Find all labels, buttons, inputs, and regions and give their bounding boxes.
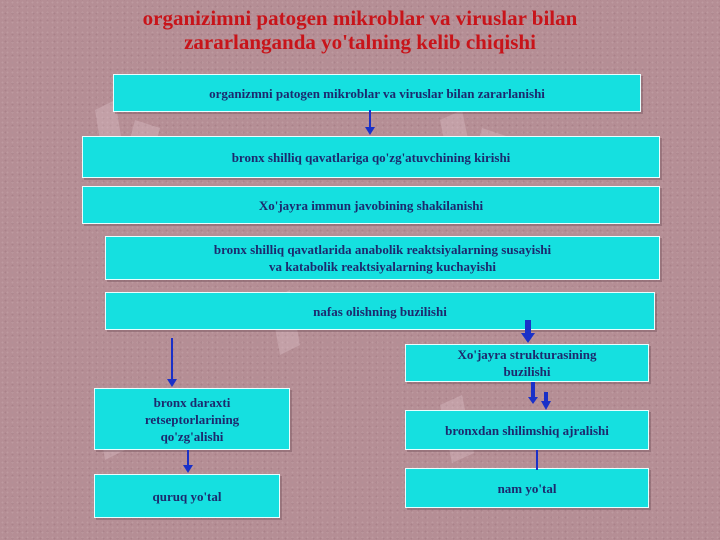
box-receptor-irritation-label-2: retseptorlarining	[144, 411, 240, 427]
box-pathogen-entry-label: bronx shilliq qavatlariga qo'zg'atuvchining kirishi	[231, 149, 511, 165]
box-infection	[113, 74, 641, 112]
box-metabolic-reactions-label-1: bronx shilliq qavatlarida anabolik reaktsiyalarning susayishi	[213, 242, 552, 257]
box-receptor-irritation-label-3: qo'zg'alishi	[160, 428, 224, 444]
box-infection-label: organizmni patogen mikroblar va viruslar bilan zararlanishi	[209, 85, 545, 101]
box-wet-cough	[405, 468, 649, 508]
box-wet-cough-label: nam yo'tal	[497, 480, 557, 496]
box-receptor-irritation-label-1: bronx daraxti	[153, 394, 231, 410]
arrow-receptor-to-dry-cough	[180, 450, 196, 474]
box-cell-structure-damage	[405, 344, 649, 382]
arrow-breathing-to-cell-damage	[520, 320, 536, 344]
box-breathing-disorder-label: nafas olishning buzilishi	[313, 303, 447, 319]
box-pathogen-entry	[82, 136, 660, 178]
box-receptor-irritation	[94, 388, 290, 450]
arrow-infection-to-entry	[362, 110, 378, 136]
title-line-2: zararlanganda yo'talning kelib chiqishi	[184, 30, 536, 54]
box-mucus-secretion	[405, 410, 649, 450]
arrow-cell-damage-to-mucus	[528, 382, 554, 412]
box-dry-cough-label: quruq yo'tal	[152, 488, 222, 504]
box-cell-structure-damage-label-1: Xo'jayra strukturasining	[457, 347, 597, 362]
arrow-breathing-to-receptor	[164, 338, 180, 388]
box-breathing-disorder	[105, 292, 655, 330]
box-immune-response	[82, 186, 660, 224]
box-mucus-secretion-label: bronxdan shilimshiq ajralishi	[445, 422, 609, 438]
box-cell-structure-damage-label-2: buzilishi	[503, 364, 551, 379]
title-line-1: organizimni patogen mikroblar va viruslar bilan	[142, 6, 578, 30]
arrow-mucus-to-wet-cough	[530, 450, 544, 470]
box-dry-cough	[94, 474, 280, 518]
box-immune-response-label: Xo'jayra immun javobining shakilanishi	[258, 197, 484, 213]
box-metabolic-reactions	[105, 236, 660, 280]
diagram-title	[0, 6, 720, 54]
box-metabolic-reactions-label-2: va katabolik reaktsiyalarning kuchayishi	[269, 259, 496, 274]
